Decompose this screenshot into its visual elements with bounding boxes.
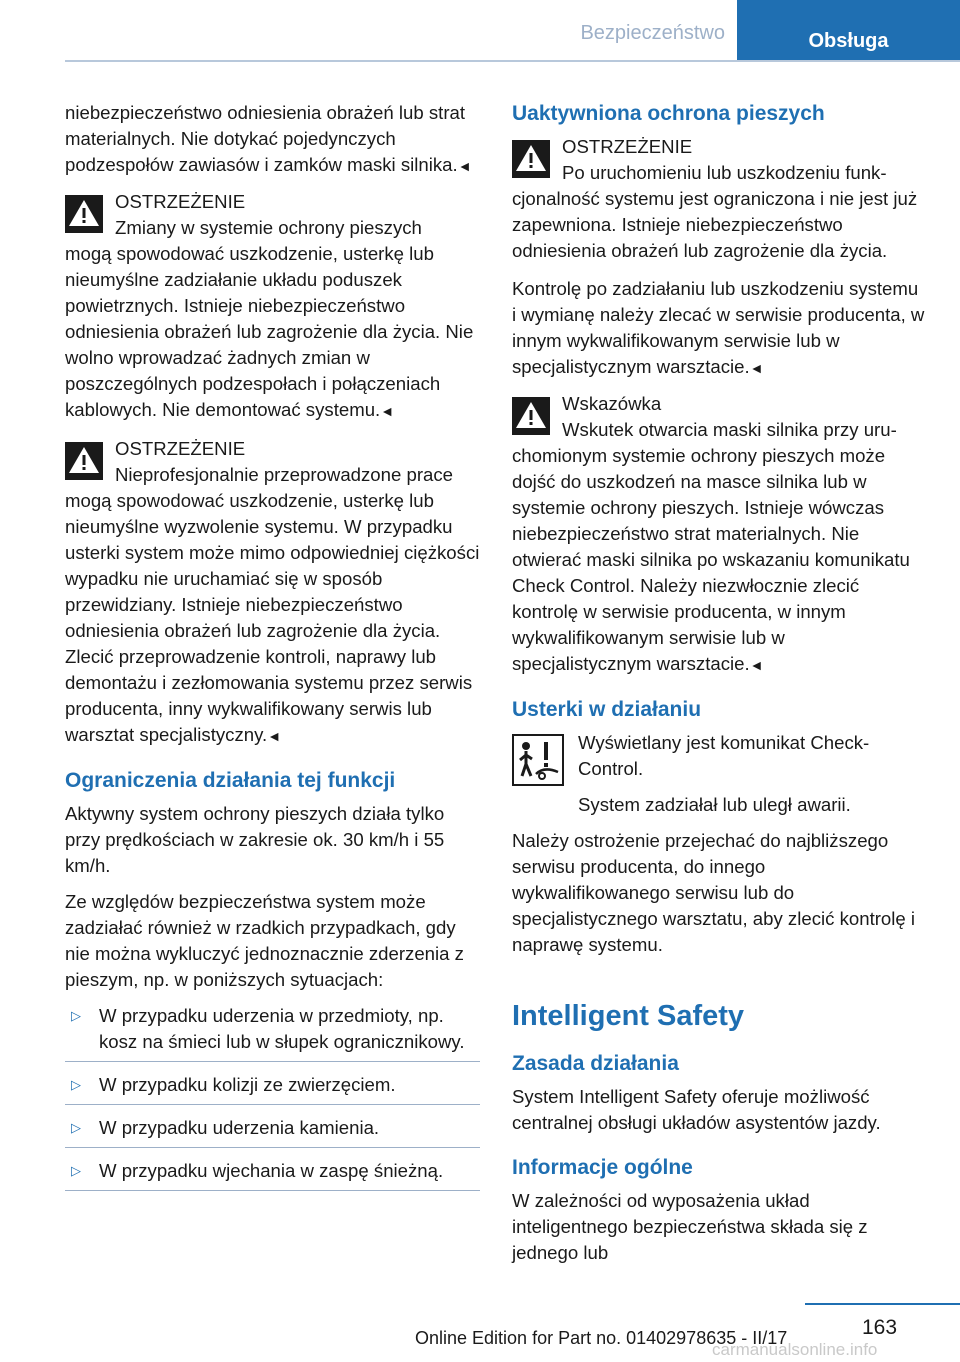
list-item: ▷ W przypadku uderzenia kamienia.	[65, 1115, 480, 1148]
watermark: carmanualsonline.info	[712, 1340, 878, 1359]
section-tab: Bezpieczeństwo	[580, 22, 725, 44]
bullet-triangle-icon: ▷	[71, 1120, 81, 1135]
warning-block	[512, 134, 927, 264]
end-mark: ◄	[267, 728, 282, 744]
check-control-status: System zadziałał lub uległ awarii.	[578, 794, 851, 815]
note-first-line: Wskutek otwarcia maski silnika przy uru-	[562, 419, 897, 440]
warning-title: OSTRZEŻENIE	[115, 438, 246, 459]
section-heading: Usterki w działaniu	[512, 698, 702, 721]
warning-triangle-icon	[512, 140, 550, 178]
warning-text: mogą spowodować uszkodzenie, usterkę lub nieumyślne wyzwolenie systemu. W przypadku usterki system może mimo odpowiedniej ciężkości wypadku nie uruchamiać się w sposób przewidziany. Istnieje niebezpieczeństwo odniesienia obrażeń lub zagrożenie dla życia. Zlecić przeprowadzenie kontroli, naprawy lub demontażu i zezłomowania systemu przez serwis producenta, inny wykwalifikowany serwis lub warsztat specjalistyczny.	[65, 490, 480, 745]
end-mark: ◄	[749, 657, 764, 673]
footer-rule	[805, 1303, 960, 1305]
warning-triangle-icon	[512, 397, 550, 435]
warning-title: OSTRZEŻENIE	[562, 136, 693, 157]
paragraph: Kontrolę po zadziałaniu lub uszkodzeniu systemu i wymianę należy zlecać w serwisie producenta, w innym wykwalifikowanym serwisie lub w specjalistycznym warsztacie.	[512, 278, 925, 377]
bullet-triangle-icon: ▷	[71, 1077, 81, 1092]
bullet-triangle-icon: ▷	[71, 1163, 81, 1178]
warning-text: cjonalność systemu jest ograniczona i nie jest już zapewniona. Istnieje niebezpieczeństwo odniesienia obrażeń lub zagrożenie dla życia.	[512, 188, 918, 261]
list-item: ▷ W przypadku wjechania w zaspę śnieżną.	[65, 1158, 480, 1191]
paragraph: Ze względów bezpieczeństwa system może zadziałać również w rzadkich przypadkach, gdy nie można wykluczyć jednoznacznie zderzenia z pieszym, np. w poniższych sytuacjach:	[65, 891, 464, 990]
right-column	[512, 100, 927, 1276]
page-header	[0, 0, 960, 62]
bullet-triangle-icon: ▷	[71, 1008, 81, 1023]
end-mark: ◄	[749, 360, 764, 376]
paragraph: W zależności od wyposażenia układ inteligentnego bezpieczeństwa składa się z jednego lub	[512, 1190, 868, 1263]
paragraph: niebezpieczeństwo odniesienia obrażeń lub strat materialnych. Nie dotykać pojedynczych podzespołów zawiasów i zamków maski silnika.◄	[65, 102, 472, 175]
left-column	[65, 100, 480, 1201]
list-item: ▷ W przypadku kolizji ze zwierzęciem.	[65, 1072, 480, 1105]
warning-first-line: Zmiany w systemie ochrony pieszych	[115, 217, 422, 238]
section-heading: Zasada działania	[512, 1052, 679, 1075]
end-mark: ◄	[457, 158, 472, 174]
warning-title: OSTRZEŻENIE	[115, 191, 246, 212]
warning-first-line: Po uruchomieniu lub uszkodzeniu funk-	[562, 162, 887, 183]
note-block	[512, 391, 927, 678]
paragraph: System Intelligent Safety oferuje możliwość centralnej obsługi układów asystentów jazdy.	[512, 1086, 881, 1133]
warning-first-line: Nieprofesjonalnie przeprowadzone prace	[115, 464, 453, 485]
note-title: Wskazówka	[562, 393, 662, 414]
chapter-tab: Obsługa	[737, 0, 960, 60]
section-heading: Informacje ogólne	[512, 1156, 693, 1179]
note-text: chomionym systemie ochrony pieszych może dojść do uszkodzeń na masce silnika lub w systemie ochrony pieszych. Istnieje wówczas niebezpieczeństwo strat materialnych. Nie otwierać maski silnika po wskazaniu komunikatu Check Control. Należy niezwłocznie zlecić kontrolę w serwisie producenta, w innym wykwalifikowanym serwisie lub w specjalistycznym warsztacie.	[512, 445, 910, 674]
paragraph: Należy ostrożenie przejechać do najbliższego serwisu producenta, do innego wykwalifikowanego serwisu lub do specjalistycznego warsztatu, aby zlecić kontrolę i naprawę systemu.	[512, 830, 916, 955]
pedestrian-warning-icon	[512, 734, 564, 786]
warning-block	[65, 189, 480, 424]
list-item: ▷ W przypadku uderzenia w przedmioty, np. kosz na śmieci lub w słupek ogranicznikowy.	[65, 1003, 480, 1062]
section-heading: Uaktywniona ochrona pieszych	[512, 102, 825, 125]
check-control-row	[512, 730, 927, 828]
paragraph: Aktywny system ochrony pieszych działa tylko przy prędkościach w zakresie ok. 30 km/h i 55 km/h.	[65, 803, 445, 876]
end-mark: ◄	[380, 403, 395, 419]
section-heading: Ograniczenia działania tej funkcji	[65, 769, 396, 792]
footer-edition: Online Edition for Part no. 01402978635 - II/17	[415, 1328, 788, 1348]
warning-triangle-icon	[65, 442, 103, 480]
warning-text: mogą spowodować uszkodzenie, usterkę lub nieumyślne zadziałanie układu poduszek powietrznych. Istnieje niebezpieczeństwo odniesienia obrażeń lub zagrożenie dla życia. Nie wolno wprowadzać żadnych zmian w poszczególnych podzespołach i połączeniach kablowych. Nie demontować systemu.	[65, 243, 474, 420]
bullet-list	[65, 1003, 480, 1191]
check-control-message: Wyświetlany jest komunikat Check-Control.	[578, 732, 870, 779]
warning-block	[65, 436, 480, 749]
page-number: 163	[862, 1316, 898, 1339]
header-rule	[65, 60, 960, 62]
warning-triangle-icon	[65, 195, 103, 233]
chapter-heading: Intelligent Safety	[512, 1000, 745, 1032]
